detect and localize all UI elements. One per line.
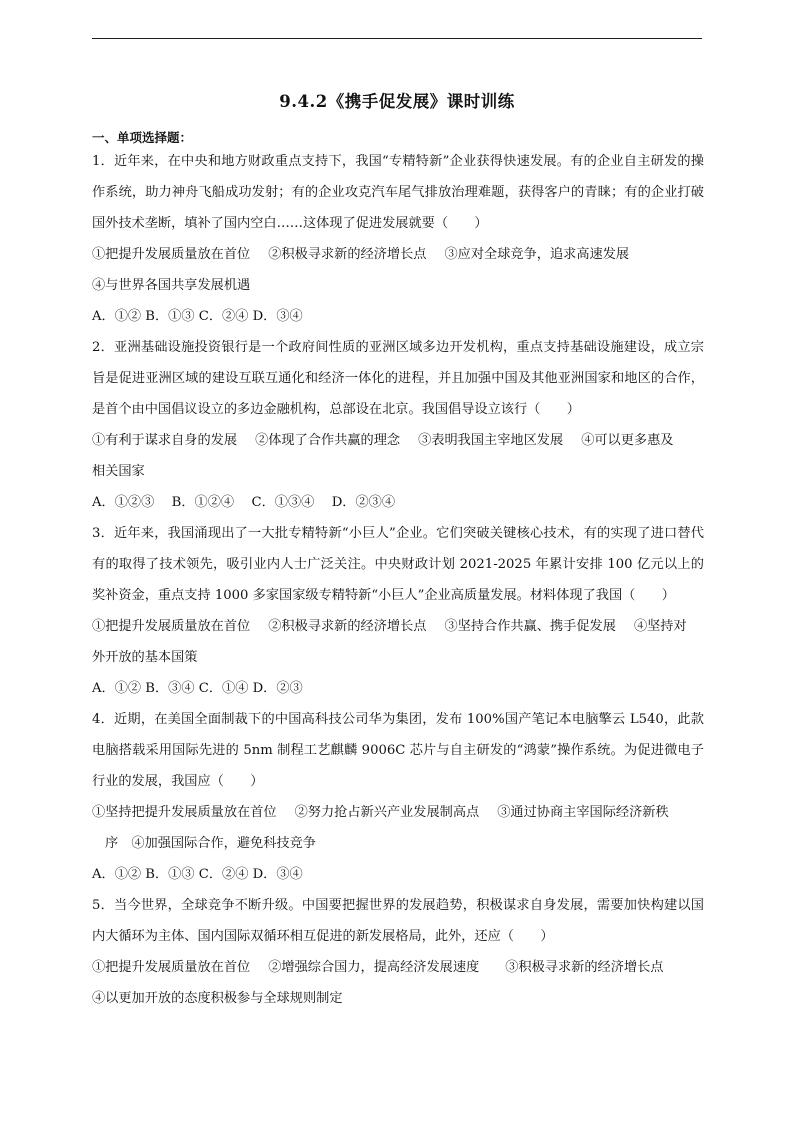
option: ①坚持把提升发展质量放在首位 — [92, 805, 277, 820]
question-stem: 5．当今世界，全球竞争不断升级。中国要把握世界的发展趋势，积极谋求自身发展，需要加快构建以国内大循环为主体、国内国际双循环相互促进的新发展格局，此外，还应（ ） — [92, 898, 704, 944]
question-list — [92, 146, 704, 1014]
header-rule — [92, 38, 702, 39]
option: ③坚持合作共赢、携手促发展 — [444, 619, 616, 634]
question-stem: 4．近期，在美国全面制裁下的中国高科技公司华为集团，发布 100%国产笔记本电脑擎云 L540，此款电脑搭载采用国际先进的 5nm 制程工艺麒麟 9006C 芯片与自主研发的“鸿蒙”操作系统。为促进微电子行业的发展，我国应（ ） — [92, 712, 704, 789]
option: ①有利于谋求自身的发展 — [92, 433, 238, 448]
question-stem: 3．近年来，我国涌现出了一大批专精特新“小巨人”企业。它们突破关键核心技术，有的实现了进口替代有的取得了技术领先，吸引业内人士广泛关注。中央财政计划 2021-2025 年累计安排 100 亿元以上的奖补资金，重点支持 1000 多家国家级专精特新“小巨人”企业高质量发展。材料体现了我国（ ） — [92, 526, 704, 603]
options-line — [92, 952, 704, 983]
option: ③通过协商主宰国际经济新秩 — [497, 805, 669, 820]
option: ①把提升发展质量放在首位 — [92, 247, 251, 262]
options-line — [92, 425, 704, 456]
options-line: ④以更加开放的态度积极参与全球规则制定 — [92, 991, 343, 1006]
option: ①把提升发展质量放在首位 — [92, 619, 251, 634]
answer-choices: A．①②③ B．①②④ C．①③④ D．②③④ — [92, 495, 396, 510]
section-heading: 一、单项选择题： — [92, 130, 193, 145]
option: ③应对全球竞争，追求高速发展 — [444, 247, 630, 262]
options-line: 外开放的基本国策 — [92, 650, 198, 665]
options-line — [92, 239, 704, 270]
option: ③表明我国主宰地区发展 — [418, 433, 564, 448]
question-4 — [92, 704, 704, 890]
question-3 — [92, 518, 704, 704]
question-stem: 1．近年来，在中央和地方财政重点支持下，我国“专精特新”企业获得快速发展。有的企业自主研发的操作系统，助力神舟飞船成功发射；有的企业攻克汽车尾气排放治理难题，获得客户的青睐；有的企业打破国外技术垄断，填补了国内空白……这体现了促进发展就要（ ） — [92, 154, 704, 231]
option: ①把提升发展质量放在首位 — [92, 960, 251, 975]
options-line — [92, 797, 704, 828]
options-line: 序 ④加强国际合作，避免科技竞争 — [105, 836, 316, 851]
question-stem: 2．亚洲基础设施投资银行是一个政府间性质的亚洲区域多边开发机构，重点支持基础设施建设，成立宗旨是促进亚洲区域的建设互联互通化和经济一体化的进程，并且加强中国及其他亚洲国家和地区的合作，是首个由中国倡议设立的多边金融机构，总部设在北京。我国倡导设立该行（ ） — [92, 340, 704, 417]
option: ④可以更多惠及 — [581, 433, 674, 448]
option: ②积极寻求新的经济增长点 — [268, 247, 427, 262]
answer-choices: A．①② B．③④ C．①④ D．②③ — [92, 681, 303, 696]
option: ③积极寻求新的经济增长点 — [505, 960, 664, 975]
page-title: 9.4.2《携手促发展》课时训练 — [279, 92, 515, 111]
option: ②体现了合作共赢的理念 — [255, 433, 401, 448]
options-line: ④与世界各国共享发展机遇 — [92, 278, 251, 293]
question-2 — [92, 332, 704, 518]
question-1 — [92, 146, 704, 332]
option: ②增强综合国力，提高经济发展速度 — [268, 960, 480, 975]
options-line: 相关国家 — [92, 464, 145, 479]
options-line — [92, 611, 704, 642]
question-5 — [92, 890, 704, 1014]
option: ②努力抢占新兴产业发展制高点 — [294, 805, 480, 820]
option: ②积极寻求新的经济增长点 — [268, 619, 427, 634]
answer-choices: A．①② B．①③ C．②④ D．③④ — [92, 867, 303, 882]
option: ④坚持对 — [633, 619, 687, 634]
answer-choices: A．①② B．①③ C．②④ D．③④ — [92, 309, 303, 324]
